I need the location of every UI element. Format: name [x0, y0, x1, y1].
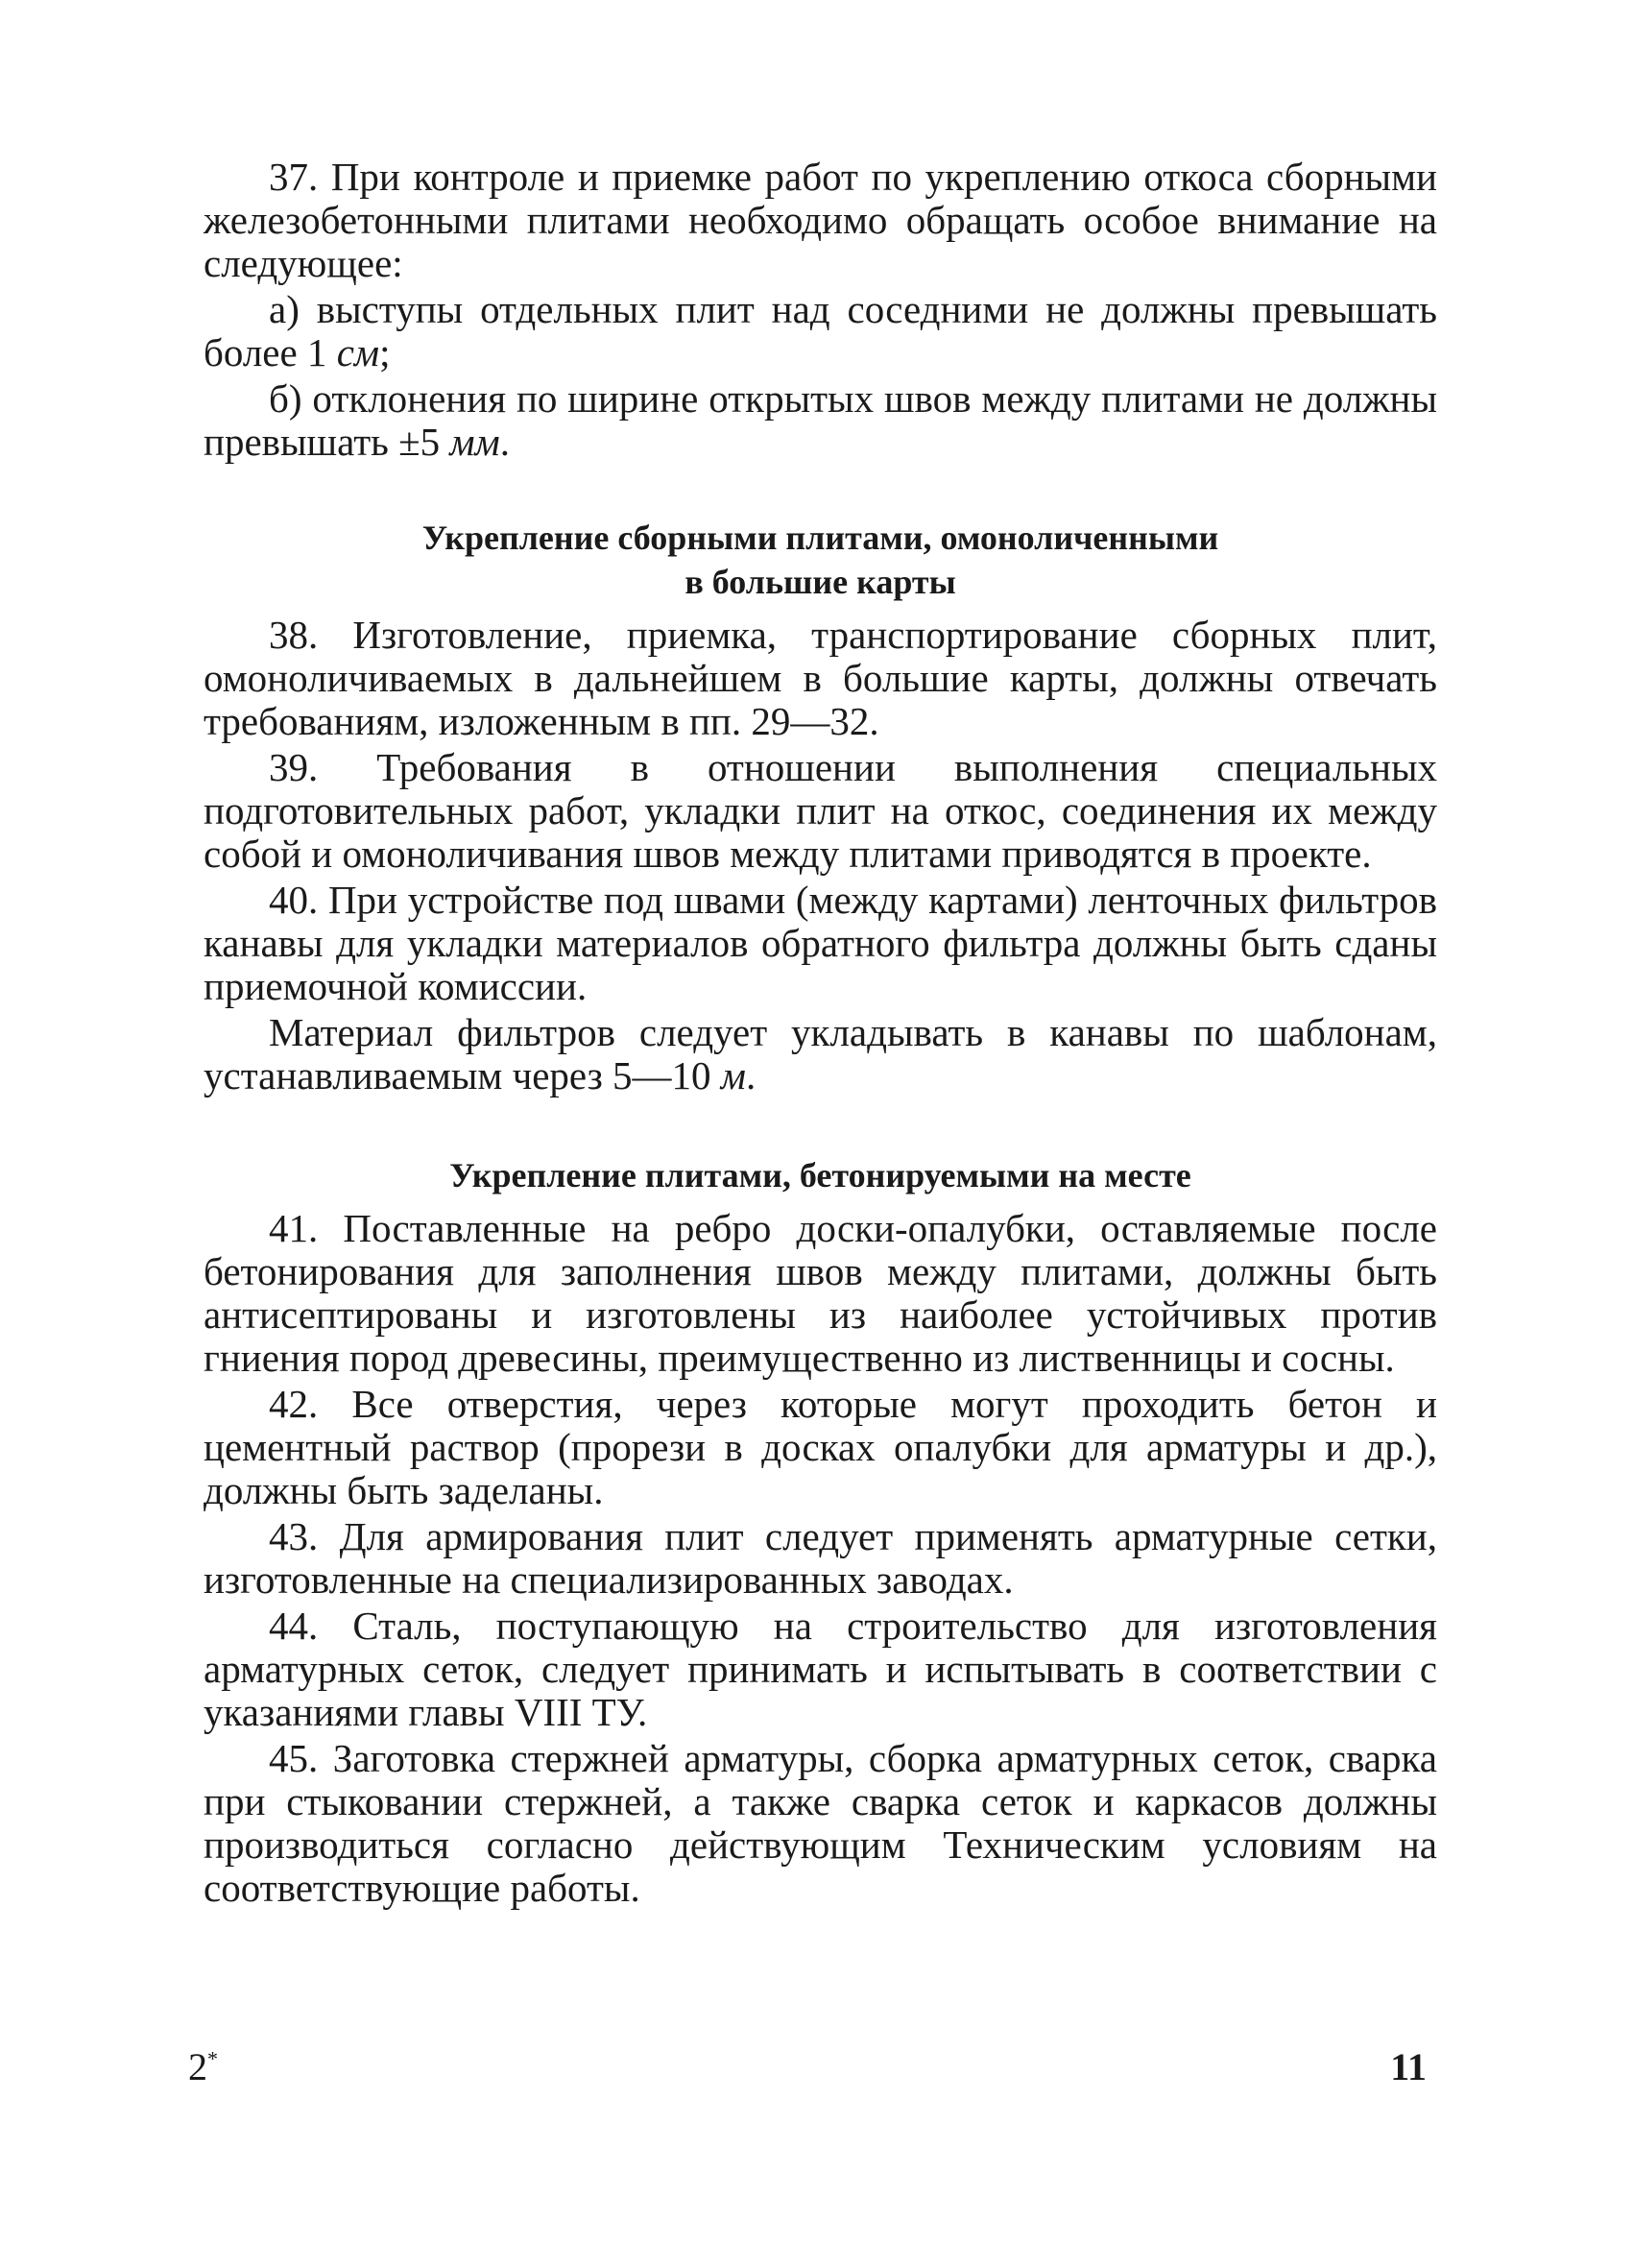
paragraph-45: 45. Заготовка стержней арматуры, сборка арматурных сеток, сварка при стыковании стержней, а также сварка сеток и каркасов должны производиться согласно действующим Техническим условиям на соответствующие работы. — [204, 1736, 1437, 1910]
paragraph-40-filter-material — [204, 1011, 1437, 1098]
paragraph-42: 42. Все отверстия, через которые могут проходить бетон и цементный раствор (прорези в досках опалубки для арматуры и др.), должны быть заделаны. — [204, 1382, 1437, 1512]
item-a-text: а) выступы отдельных плит над соседними не должны превышать более 1 — [204, 287, 1437, 374]
paragraph-38: 38. Изготовление, приемка, транспортирование сборных плит, омоноличиваемых в дальнейшем в большие карты, должны отвечать требованиям, изложенным в пп. 29—32. — [204, 613, 1437, 743]
section-heading-line-2: в большие карты — [684, 563, 956, 601]
paragraph-43: 43. Для армирования плит следует применять арматурные сетки, изготовленные на специализированных заводах. — [204, 1514, 1437, 1602]
item-b-end: . — [499, 420, 510, 464]
signature-number: 2 — [188, 2045, 207, 2088]
paragraph-40: 40. При устройстве под швами (между картами) ленточных фильтров канавы для укладки материалов обратного фильтра должны быть сданы приемочной комиссии. — [204, 878, 1437, 1008]
item-b-unit: мм — [449, 420, 500, 464]
paragraph-44: 44. Сталь, поступающую на строительство для изготовления арматурных сеток, следует принимать и испытывать в соответствии с указаниями главы VIII ТУ. — [204, 1604, 1437, 1734]
section-heading-prefab-slabs — [204, 516, 1437, 604]
page-body — [204, 156, 1437, 1910]
signature-mark: * — [207, 2046, 218, 2071]
filter-material-end: . — [745, 1053, 756, 1098]
paragraph-37-item-b — [204, 377, 1437, 464]
section-heading-line-1: Укрепление сборными плитами, омоноличенными — [421, 519, 1219, 557]
page-number: 11 — [1390, 2045, 1427, 2088]
filter-material-text: Материал фильтров следует укладывать в канавы по шаблонам, устанавливаемым через 5—10 — [204, 1010, 1437, 1098]
section-heading-cast-in-place: Укрепление плитами, бетонируемыми на месте — [449, 1156, 1191, 1194]
item-a-end: ; — [379, 330, 391, 374]
paragraph-37: 37. При контроле и приемке работ по укреплению откоса сборными железобетонными плитами необходимо обращать особое внимание на следующее: — [204, 155, 1437, 285]
paragraph-41: 41. Поставленные на ребро доски-опалубки, оставляемые после бетонирования для заполнения швов между плитами, должны быть антисептированы и изготовлены из наиболее устойчивых против гниения пород древесины, преимущественно из лиственницы и сосны. — [204, 1206, 1437, 1380]
printer-signature — [188, 2046, 218, 2088]
item-b-text: б) отклонения по ширине открытых швов между плитами не должны превышать ±5 — [204, 376, 1437, 464]
item-a-unit: см — [336, 330, 380, 374]
paragraph-37-item-a — [204, 288, 1437, 374]
filter-material-unit: м — [720, 1053, 746, 1098]
paragraph-39: 39. Требования в отношении выполнения специальных подготовительных работ, укладки плит на откос, соединения их между собой и омоноличивания швов между плитами приводятся в проекте. — [204, 745, 1437, 876]
